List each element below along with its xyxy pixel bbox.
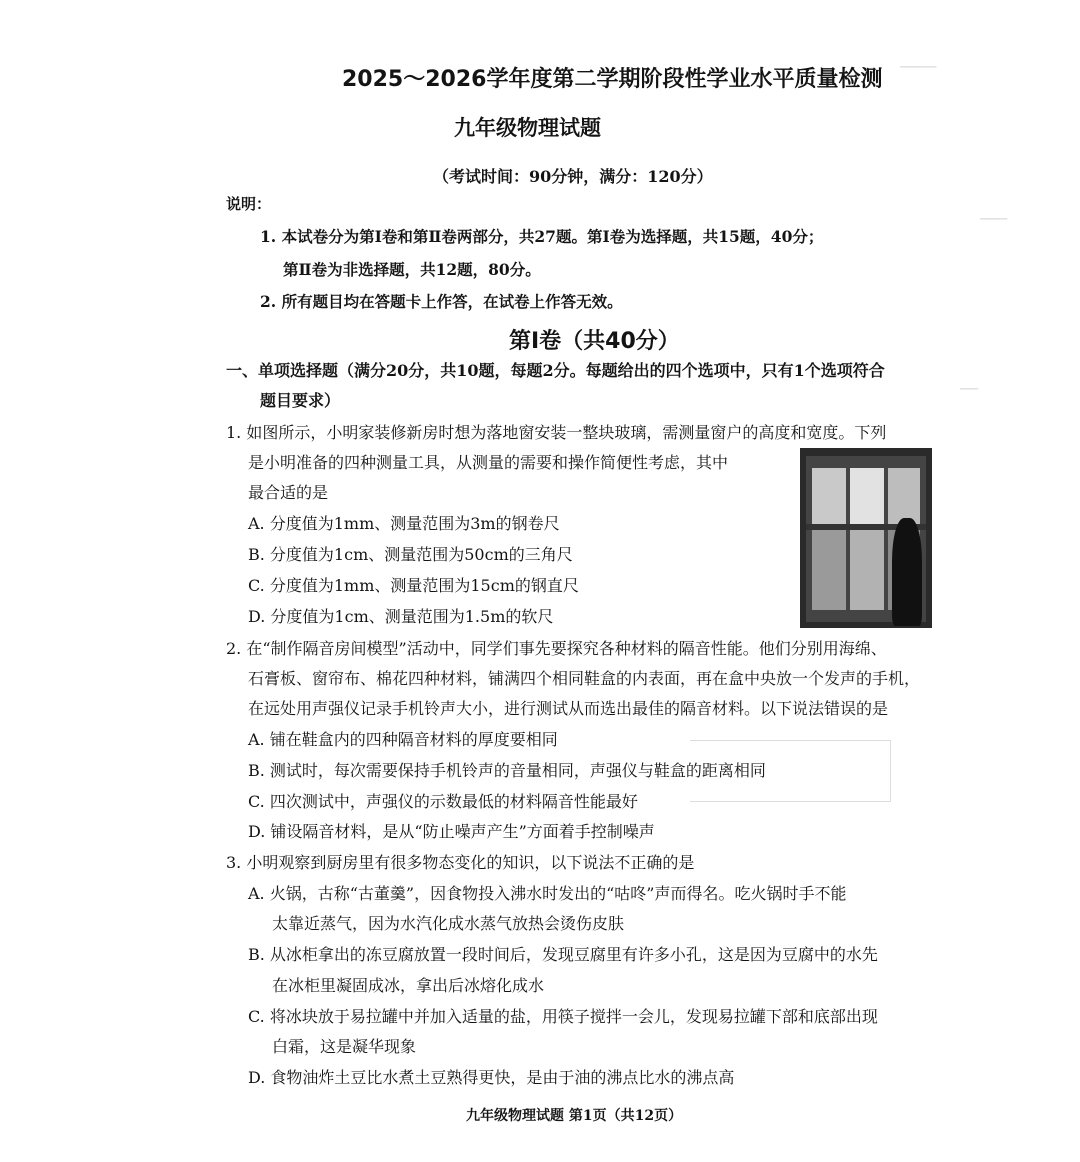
note-item: 2. 所有题目均在答题卡上作答，在试卷上作答无效。 [260, 292, 623, 311]
question-1-text: 1. 如图所示，小明家装修新房时想为落地窗安装一整块玻璃，需测量窗户的高度和宽度。下列 [226, 423, 887, 442]
question-3-option-b: B. 从冰柜拿出的冻豆腐放置一段时间后，发现豆腐里有许多小孔，这是因为豆腐中的水先 [248, 945, 878, 964]
window-photo [800, 448, 932, 628]
note-item: 1. 本试卷分为第Ⅰ卷和第Ⅱ卷两部分，共27题。第Ⅰ卷为选择题，共15题，40分； [260, 227, 824, 246]
exam-meta: （考试时间：90分钟，满分：120分） [433, 167, 713, 186]
question-1-option-c: C. 分度值为1mm、测量范围为15cm的钢直尺 [248, 576, 579, 595]
question-3-option-b-cont: 在冰柜里凝固成冰，拿出后冰熔化成水 [272, 976, 545, 995]
question-2-option-d: D. 铺设隔音材料，是从“防止噪声产生”方面着手控制噪声 [248, 822, 655, 841]
question-3-option-a-cont: 太靠近蒸气，因为水汽化成水蒸气放热会烫伤皮肤 [272, 914, 625, 933]
question-1-text: 是小明准备的四种测量工具，从测量的需要和操作简便性考虑，其中 [248, 453, 729, 472]
question-3-option-a: A. 火锅，古称“古董羹”，因食物投入沸水时发出的“咕咚”声而得名。吃火锅时手不能 [248, 884, 847, 903]
question-2-text: 2. 在“制作隔音房间模型”活动中，同学们事先要探究各种材料的隔音性能。他们分别用海绵、 [226, 639, 887, 658]
note-item: 第Ⅱ卷为非选择题，共12题，80分。 [283, 260, 541, 279]
section-heading: 一、单项选择题（满分20分，共10题，每题2分。每题给出的四个选项中，只有1个选项符合 [226, 361, 885, 380]
question-3-text: 3. 小明观察到厨房里有很多物态变化的知识，以下说法不正确的是 [226, 853, 695, 872]
question-2-text: 在远处用声强仪记录手机铃声大小，进行测试从而选出最佳的隔音材料。以下说法错误的是 [248, 699, 889, 718]
question-1-option-d: D. 分度值为1cm、测量范围为1.5m的软尺 [248, 607, 554, 626]
bleed-through-text: ──── [900, 58, 937, 76]
question-3-option-c-cont: 白霜，这是凝华现象 [272, 1037, 417, 1056]
question-2-text: 石膏板、窗帘布、棉花四种材料，铺满四个相同鞋盒的内表面，再在盒中央放一个发声的手机， [248, 669, 921, 688]
question-3-option-d: D. 食物油炸土豆比水煮土豆熟得更快，是由于油的沸点比水的沸点高 [248, 1068, 735, 1087]
section-heading-cont: 题目要求） [260, 391, 341, 410]
question-2-option-a: A. 铺在鞋盒内的四种隔音材料的厚度要相同 [248, 730, 558, 749]
question-2-option-b: B. 测试时，每次需要保持手机铃声的音量相同，声强仪与鞋盒的距离相同 [248, 761, 766, 780]
question-2-option-c: C. 四次测试中，声强仪的示数最低的材料隔音性能最好 [248, 792, 638, 811]
question-1-option-a: A. 分度值为1mm、测量范围为3m的钢卷尺 [248, 514, 560, 533]
volume-title: 第Ⅰ卷（共40分） [509, 329, 680, 354]
page-footer: 九年级物理试题 第1页（共12页） [466, 1108, 683, 1124]
bleed-through-text: ── [960, 380, 979, 398]
exam-title: 2025～2026学年度第二学期阶段性学业水平质量检测 [342, 67, 883, 92]
notes-heading: 说明： [226, 195, 272, 213]
question-3-option-c: C. 将冰块放于易拉罐中并加入适量的盐，用筷子搅拌一会儿，发现易拉罐下部和底部出现 [248, 1007, 878, 1026]
question-1-text: 最合适的是 [248, 483, 329, 502]
bleed-through-text: ─── [980, 210, 1008, 228]
exam-subtitle: 九年级物理试题 [454, 116, 601, 140]
question-1-option-b: B. 分度值为1cm、测量范围为50cm的三角尺 [248, 545, 573, 564]
